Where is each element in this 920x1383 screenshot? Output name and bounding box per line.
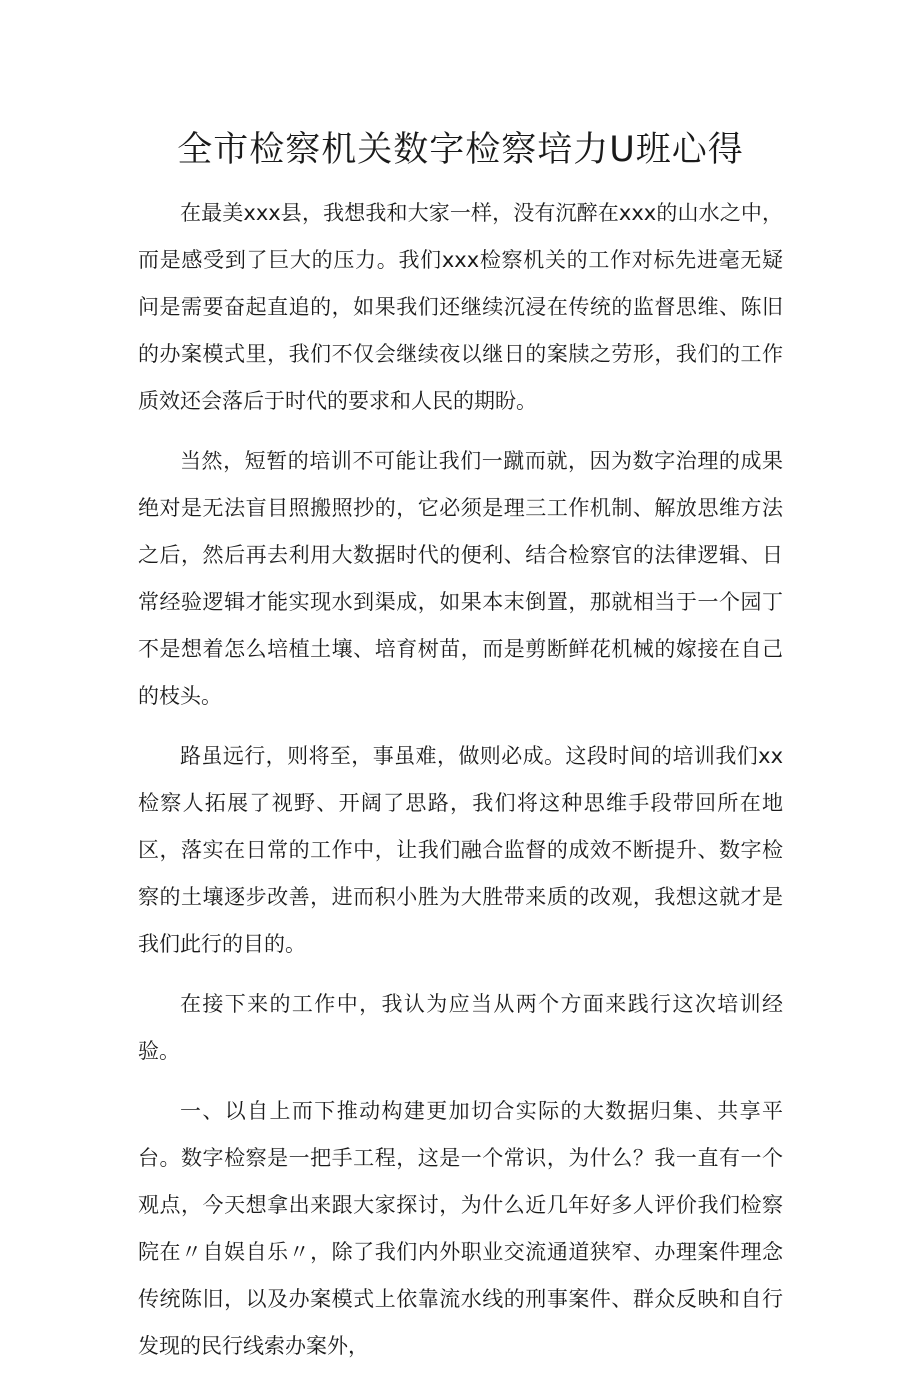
document-title: 全市检察机关数字检察培力U班心得 bbox=[177, 130, 744, 170]
paragraph-2: 当然，短暂的培训不可能让我们一蹴而就，因为数字治理的成果绝对是无法盲目照搬照抄的，它必须是理三工作机制、解放思维方法之后，然后再去利用大数据时代的便利、结合检察官的法律逻辑、日常经验逻辑才能实现水到渠成，如果本末倒置，那就相当于一个园丁不是想着怎么培植土壤、培育树苗，而是剪断鲜花机械的嫁接在自己的枝头。 bbox=[138, 449, 783, 708]
document-page bbox=[138, 120, 783, 1383]
paragraph-3: 路虽远行，则将至，事虽难，做则必成。这段时间的培训我们xx检察人拓展了视野、开阔了思路，我们将这种思维手段带回所在地区，落实在日常的工作中，让我们融合监督的成效不断提升、数字检察的土壤逐步改善，进而积小胜为大胜带来质的改观，我想这就才是我们此行的目的。 bbox=[138, 744, 783, 956]
paragraph-1: 在最美xxx县，我想我和大家一样，没有沉醉在xxx的山水之中，而是感受到了巨大的压力。我们xxx检察机关的工作对标先进毫无疑问是需要奋起直追的，如果我们还继续沉浸在传统的监督思维、陈旧的办案模式里，我们不仅会继续夜以继日的案牍之劳形，我们的工作质效还会落后于时代的要求和人民的期盼。 bbox=[138, 201, 783, 413]
paragraph-4: 在接下来的工作中，我认为应当从两个方面来践行这次培训经验。 bbox=[138, 992, 783, 1063]
paragraph-5: 一、以自上而下推动构建更加切合实际的大数据归集、共享平台。数字检察是一把手工程，这是一个常识，为什么？我一直有一个观点，今天想拿出来跟大家探讨，为什么近几年好多人评价我们检察院在〃自娱自乐〃，除了我们内外职业交流通道狭窄、办理案件理念传统陈旧，以及办案模式上依靠流水线的刑事案件、群众反映和自行发现的民行线索办案外， bbox=[138, 1099, 783, 1358]
